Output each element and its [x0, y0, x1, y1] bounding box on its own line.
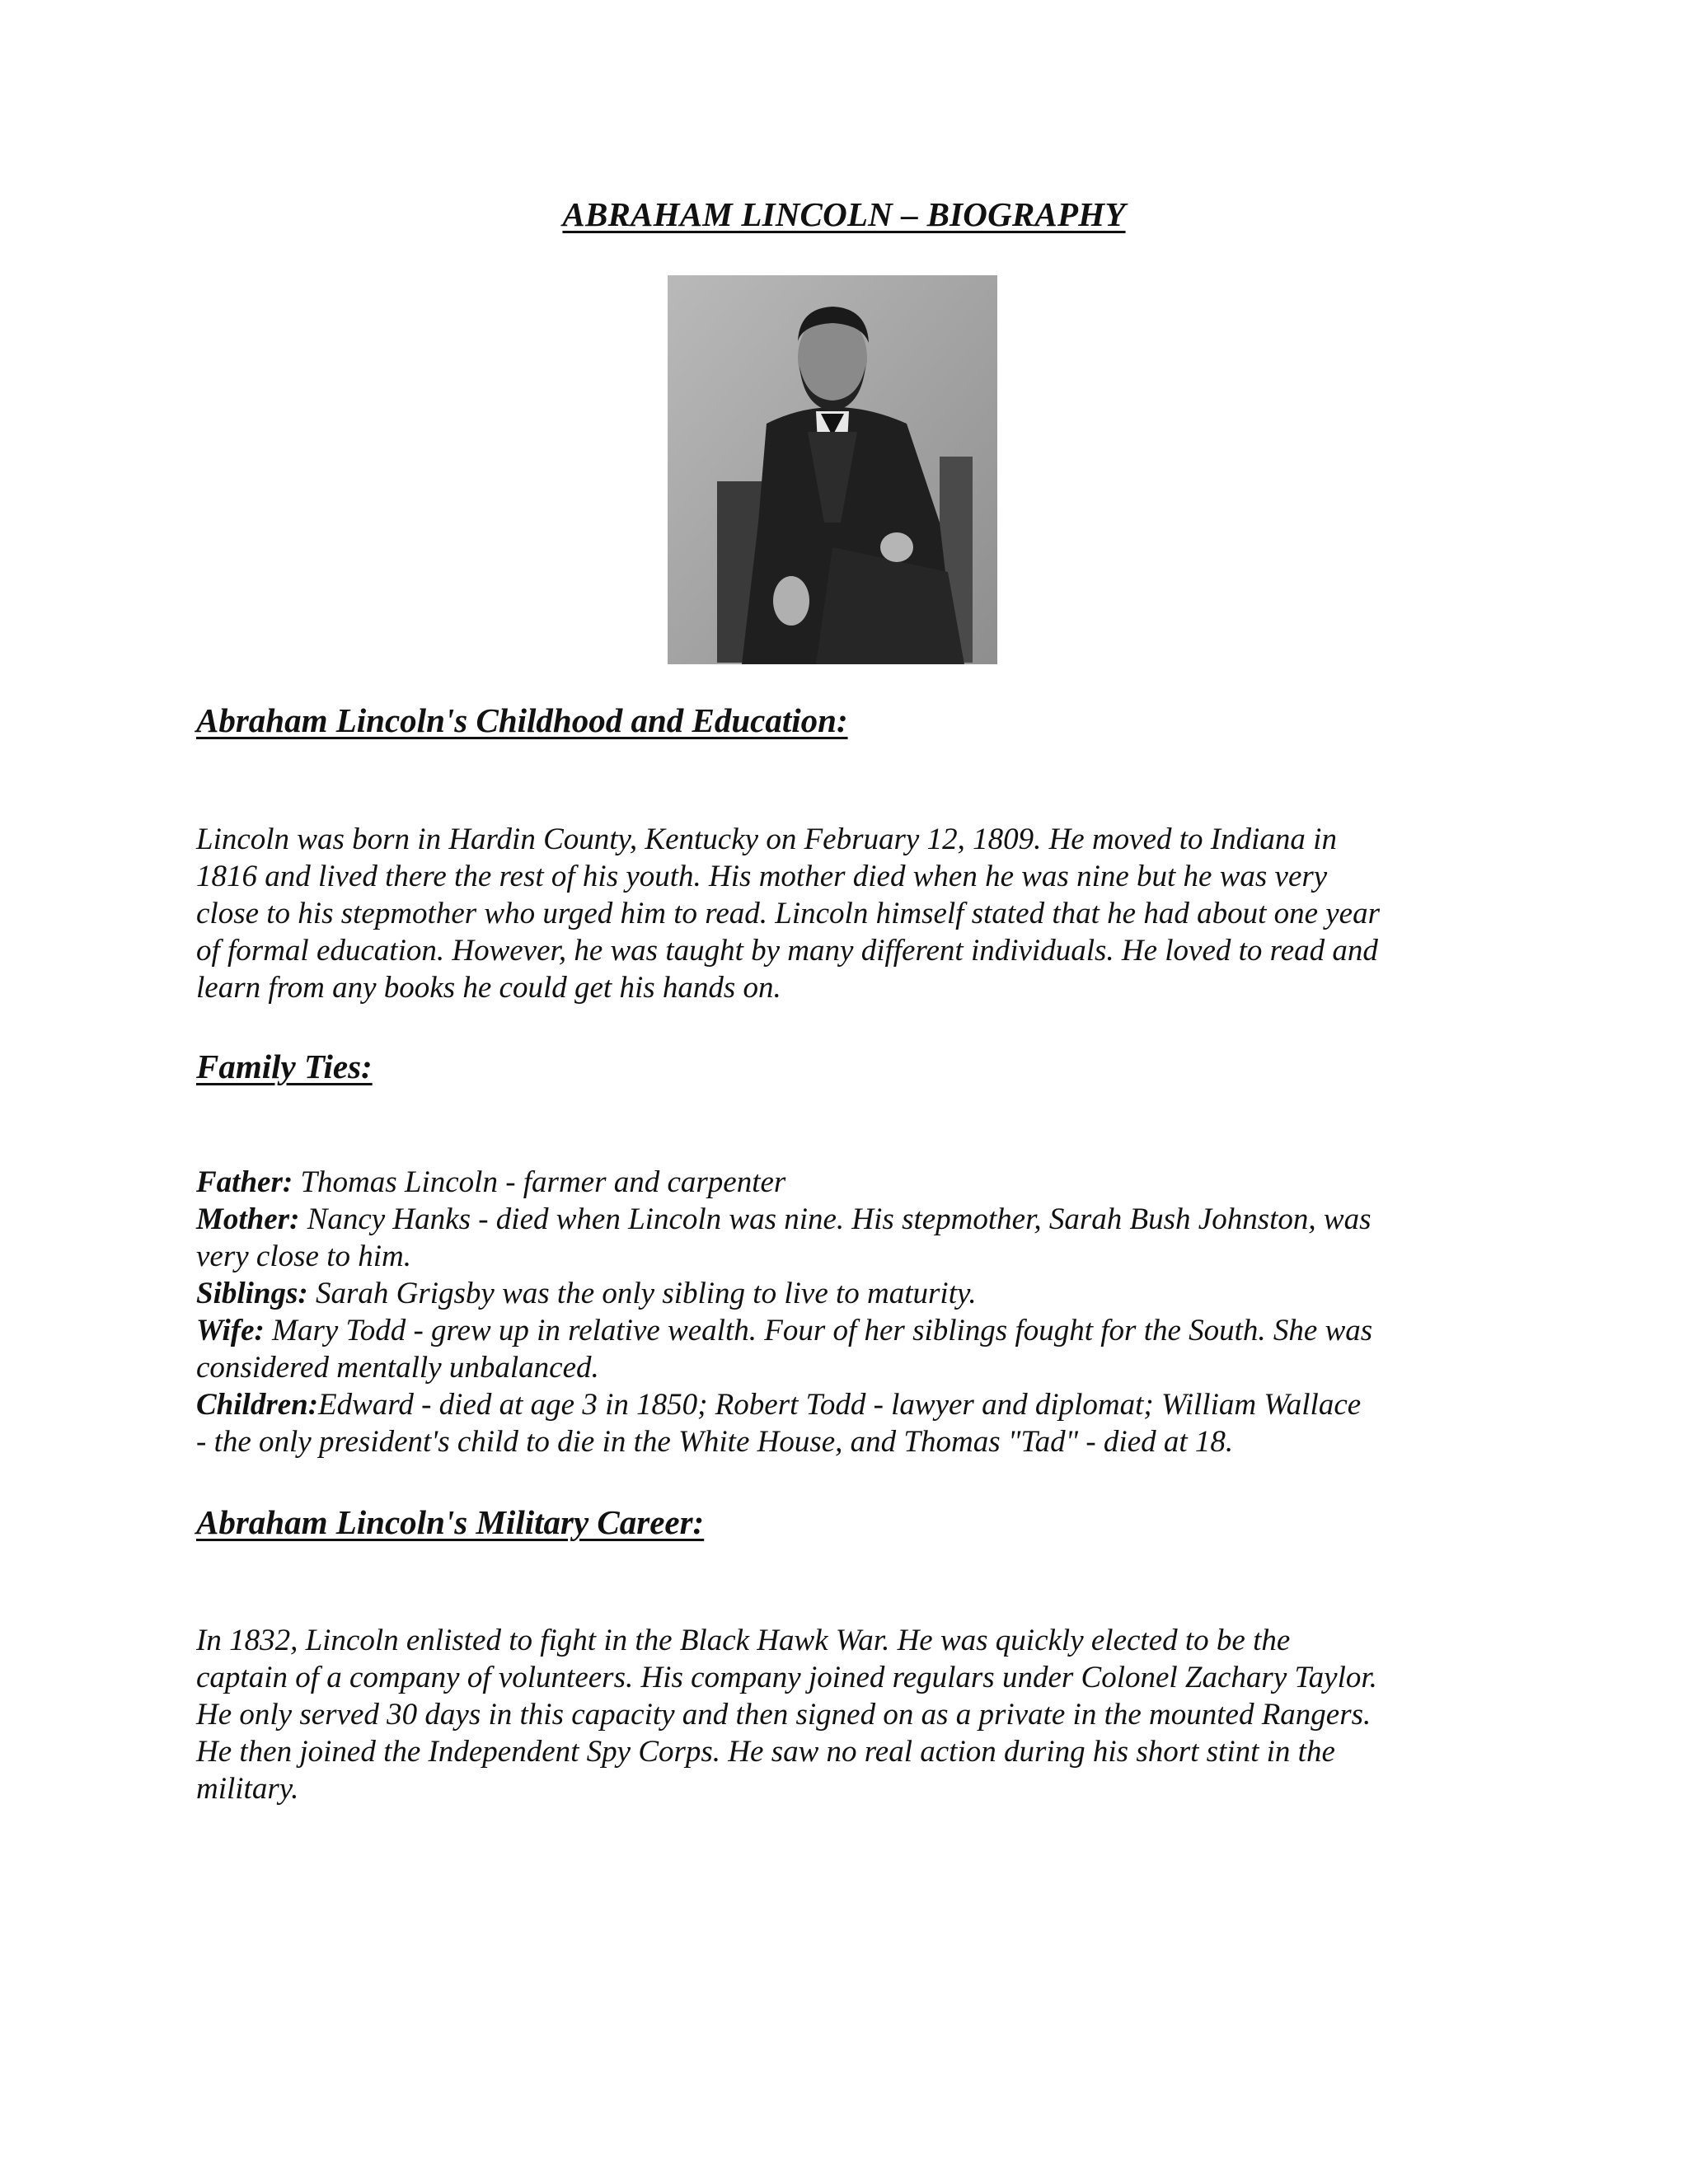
- family-list: [196, 1164, 1498, 1460]
- family-entry-father: [196, 1164, 1498, 1201]
- text-siblings: Sarah Grigsby was the only sibling to live to maturity.: [307, 1277, 977, 1310]
- text-line: learn from any books he could get his hands on.: [196, 971, 781, 1005]
- label-wife: Wife:: [196, 1314, 265, 1347]
- text-line: close to his stepmother who urged him to read. Lincoln himself stated that he had about one year: [196, 897, 1381, 930]
- family-entry-wife: [196, 1312, 1498, 1349]
- heading-family-ties: Family Ties:: [196, 1047, 373, 1085]
- label-siblings: Siblings:: [196, 1277, 308, 1310]
- text-line: of formal education. However, he was taught by many different individuals. He loved to read and: [196, 934, 1378, 968]
- text-children: Edward - died at age 3 in 1850; Robert Todd - lawyer and diplomat; William Wallace: [318, 1388, 1362, 1422]
- document-title: ABRAHAM LINCOLN – BIOGRAPHY: [562, 195, 1126, 233]
- text-line: In 1832, Lincoln enlisted to fight in the Black Hawk War. He was quickly elected to be the: [196, 1624, 1291, 1657]
- label-children: Children:: [196, 1388, 319, 1422]
- label-father: Father:: [196, 1165, 293, 1199]
- text-wife: Mary Todd - grew up in relative wealth. Four of her siblings fought for the South. She was: [264, 1314, 1373, 1347]
- text-line: He only served 30 days in this capacity and then signed on as a private in the mounted Rangers.: [196, 1698, 1372, 1732]
- label-mother: Mother:: [196, 1202, 300, 1236]
- text-line: Lincoln was born in Hardin County, Kentucky on February 12, 1809. He moved to Indiana in: [196, 823, 1337, 856]
- heading-childhood: Abraham Lincoln's Childhood and Education:: [196, 701, 848, 739]
- family-entry-children: [196, 1386, 1498, 1423]
- heading-military-career: Abraham Lincoln's Military Career:: [196, 1503, 705, 1541]
- paragraph-childhood: [196, 821, 1498, 1006]
- family-entry-mother: [196, 1201, 1498, 1238]
- text-line: He then joined the Independent Spy Corps. He saw no real action during his short stint in the: [196, 1735, 1335, 1769]
- text-line: 1816 and lived there the rest of his youth. His mother died when he was nine but he was very: [196, 860, 1328, 893]
- paragraph-military: [196, 1622, 1498, 1807]
- text-mother: Nancy Hanks - died when Lincoln was nine. His stepmother, Sarah Bush Johnston, was: [299, 1202, 1372, 1236]
- text-line: military.: [196, 1772, 299, 1806]
- text-wife-cont: considered mentally unbalanced.: [196, 1351, 599, 1385]
- text-line: captain of a company of volunteers. His company joined regulars under Colonel Zachary Taylor.: [196, 1661, 1377, 1694]
- text-mother-cont: very close to him.: [196, 1240, 411, 1273]
- family-entry-siblings: [196, 1275, 1498, 1312]
- text-children-cont: - the only president's child to die in the White House, and Thomas "Tad" - died at 18.: [196, 1425, 1234, 1459]
- portrait-photo: [668, 275, 997, 664]
- text-father: Thomas Lincoln - farmer and carpenter: [293, 1165, 786, 1199]
